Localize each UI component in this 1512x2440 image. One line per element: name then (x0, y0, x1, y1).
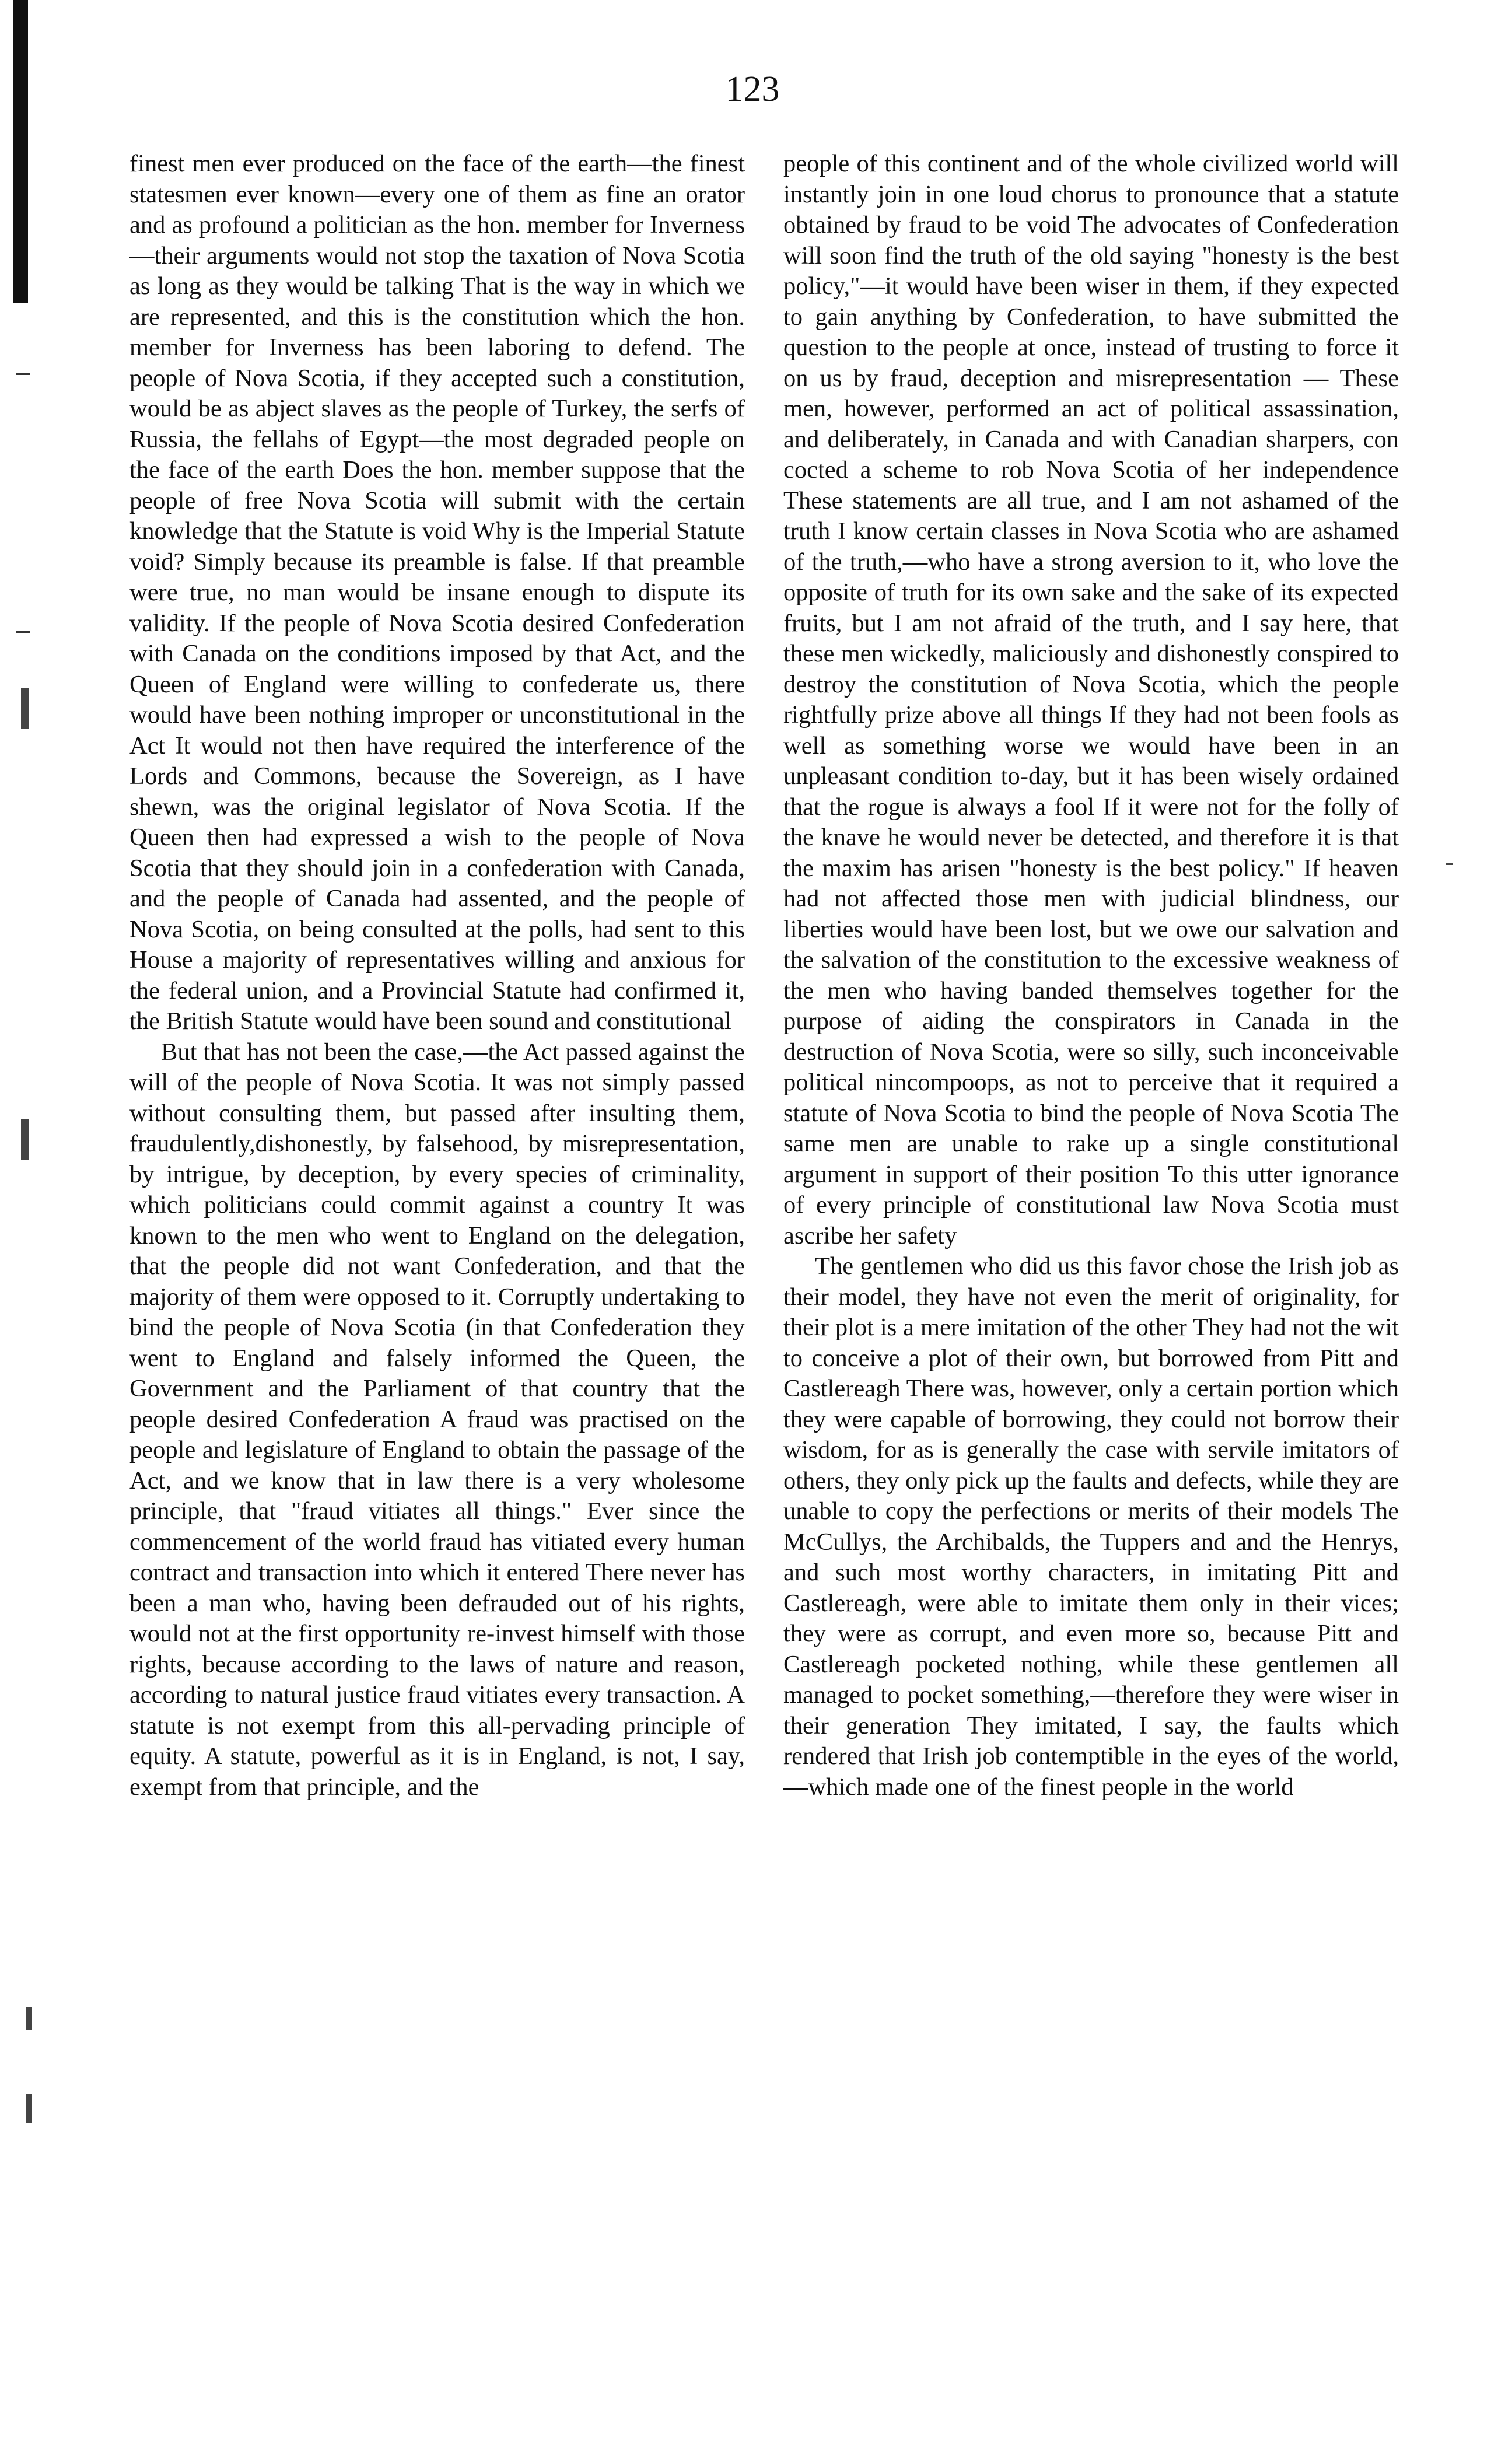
margin-speck (1446, 863, 1452, 865)
left-column (130, 149, 745, 1802)
paragraph: The gentlemen who did us this favor chose the Irish job as their model, they have not even the merit of originality, for their plot is a mere imitation of the other They had not the wit to conceive a plot of their own, but borrowed from Pitt and Castlereagh There was, however, only a certain portion which they were capable of borrowing, they could not borrow their wisdom, for as is generally the case with servile imitators of others, they only pick up the faults and defects, while they are unable to copy the perfections or merits of their models The McCullys, the Archibalds, the Tuppers and and the Henrys, and such most worthy characters, in imitating Pitt and Castlereagh, were able to imitate them only in their vices; they were as corrupt, and even more so, because Pitt and Castlereagh pocketed nothing, while these gentlemen all managed to pocket something,—therefore they were wiser in their generation They imitated, I say, the faults which rendered that Irish job contemptible in the eyes of the world,—which made one of the finest people in the world (783, 1252, 1399, 1801)
margin-tick-mark (16, 631, 30, 633)
margin-speck (26, 2094, 32, 2123)
paragraph: people of this continent and of the whole civilized world will instantly join in one loud chorus to pronounce that a statute obtained by fraud to be void The advocates of Confederation will soon find the truth of the old saying "honesty is the best policy,"—it would have been wiser in them, if they expected to gain anything by Confederation, to have submitted the question to the people at once, instead of trusting to force it on us by fraud, deception and misrepresentation — These men, however, performed an act of political assassination, and deliberately, in Canada and with Canadian sharpers, con cocted a scheme to rob Nova Scotia of her independence These statements are all true, and I am not ashamed of the truth I know certain classes in Nova Scotia who are ashamed of the truth,—who have a strong aversion to it, who love the opposite of truth for its own sake and the sake of its expected fruits, but I am not afraid of the truth, and I say here, that these men wickedly, maliciously and dishonestly conspired to destroy the constitution of Nova Scotia, which the people rightfully prize above all things If they had not been fools as well as something worse we would have been in an unpleasant condition to-day, but it has been wisely ordained that the rogue is always a fool If it were not for the folly of the knave he would never be detected, and therefore it is that the maxim has arisen "honesty is the best policy." If heaven had not affected those men with judicial blindness, our liberties would have been lost, but we owe our salvation and the salvation of the constitution to the excessive weakness of the men who having banded themselves together for the purpose of aiding the conspirators in Canada in the destruction of Nova Scotia, were so silly, such inconceivable political nincompoops, as not to perceive that it required a statute of Nova Scotia to bind the people of Nova Scotia The same men are unable to rake up a single constitutional argument in support of their position To this utter ignorance of every principle of constitutional law Nova Scotia must ascribe her safety (783, 150, 1399, 1249)
page-number: 123 (725, 69, 780, 109)
paragraph: But that has not been the case,—the Act passed against the will of the people of Nova Scotia. It was not simply passed without consulting them, but passed after insulting them, fraudulently,dishonestly, by falsehood, by misrepresentation, by intrigue, by deception, by every species of criminality, which politicians could commit against a country It was known to the men who went to England on the delegation, that the people did not want Confederation, and that the majority of them were opposed to it. Corruptly undertaking to bind the people of Nova Scotia (in that Confederation they went to England and falsely informed the Queen, the Government and the Parliament of that country that the people desired Confederation A fraud was practised on the people and legislature of England to obtain the passage of the Act, and we know that in law there is a very wholesome principle, that "fraud vitiates all things." Ever since the commencement of the world fraud has vitiated every human contract and transaction into which it entered There never has been a man who, having been defrauded out of his rights, would not at the first opportunity re-invest himself with those rights, because according to the laws of nature and reason, according to natural justice fraud vitiates every transaction. A statute is not exempt from this all-pervading principle of equity. A statute, powerful as it is in England, is not, I say, exempt from that principle, and the (130, 1038, 745, 1801)
margin-speck (21, 1119, 29, 1160)
margin-ink-bar (13, 0, 28, 303)
paragraph: finest men ever produced on the face of the earth—the finest statesmen ever known—every one of them as fine an orator and as profound a politician as the hon. member for Inverness—their arguments would not stop the taxation of Nova Scotia as long as they would be talking That is the way in which we are represented, and this is the constitution which the hon. member for Inverness has been laboring to defend. The people of Nova Scotia, if they accepted such a constitution, would be as abject slaves as the people of Turkey, the serfs of Russia, the fellahs of Egypt—the most degraded people on the face of the earth Does the hon. member suppose that the people of free Nova Scotia will submit with the certain knowledge that the Statute is void Why is the Imperial Statute void? Simply because its preamble is false. If that preamble were true, no man would be insane enough to dispute its validity. If the people of Nova Scotia desired Confederation with Canada on the conditions imposed by that Act, and the Queen of England were willing to confederate us, there would have been nothing improper or unconstitutional in the Act It would not then have required the interference of the Lords and Commons, because the Sovereign, as I have shewn, was the original legislator of Nova Scotia. If the Queen then had expressed a wish to the people of Nova Scotia that they should join in a confederation with Canada, and the people of Canada had assented, and the people of Nova Scotia, on being consulted at the polls, had sent to this House a majority of representatives willing and anxious for the federal union, and a Provincial Statute had confirmed it, the British Statute would have been sound and constitutional (130, 150, 745, 1035)
margin-speck (26, 2007, 32, 2030)
margin-speck (21, 688, 29, 729)
margin-tick-mark (16, 373, 30, 375)
right-column (783, 149, 1399, 1802)
